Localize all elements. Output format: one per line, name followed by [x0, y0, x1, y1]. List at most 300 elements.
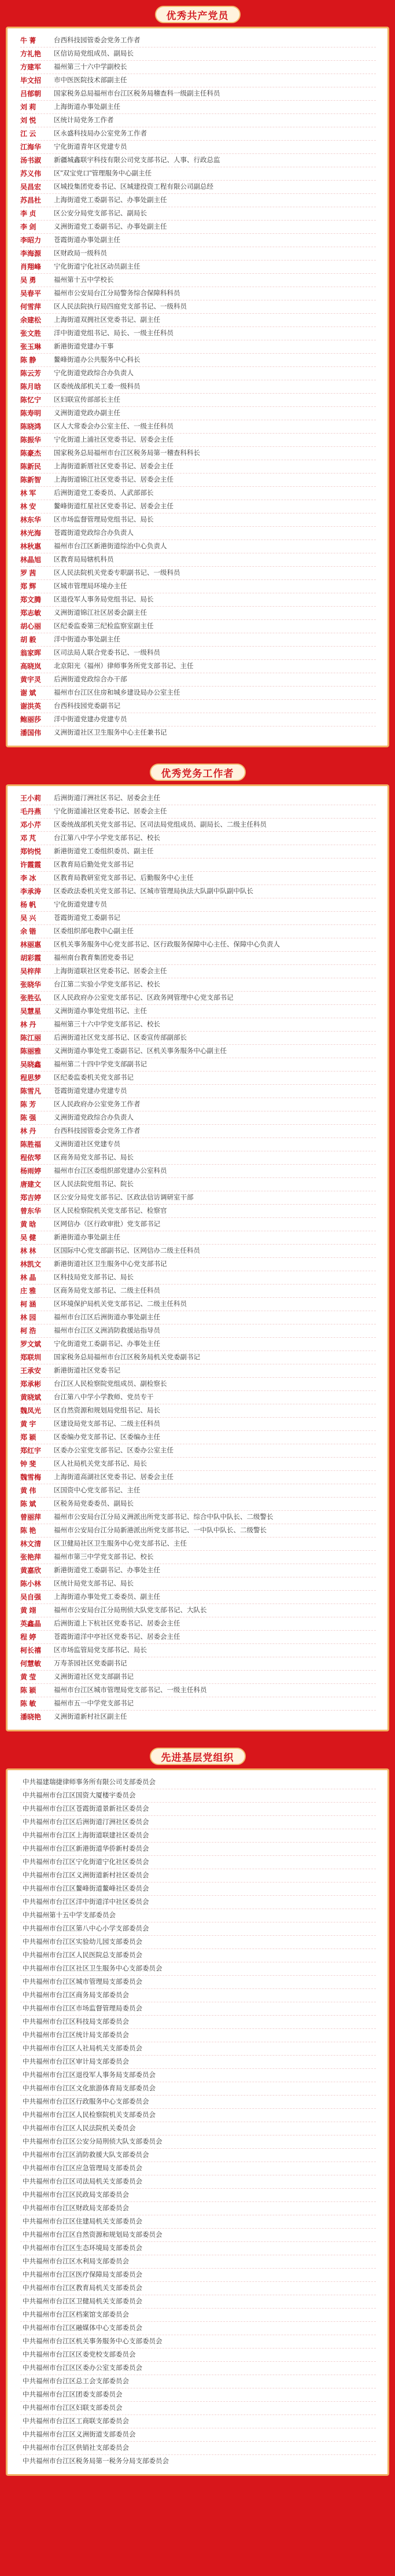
person-title: 台江第二实验小学党支部书记、校长 — [54, 981, 160, 988]
person-name: 李昭力 — [20, 236, 42, 244]
list-item — [20, 513, 376, 527]
person-title: 新港街道党建办干事 — [54, 343, 114, 350]
person-title: 区委办公室党支部书记、区委办公室主任 — [54, 1447, 173, 1454]
person-title: 上海街道锦江社区党委书记、居委会主任 — [54, 476, 173, 483]
list-item — [20, 2016, 376, 2029]
person-name: 谢 斌 — [20, 688, 36, 697]
person-name: 陈丽雅 — [20, 1047, 42, 1055]
person-name: 张晓华 — [20, 980, 42, 989]
organization-name: 中共福州市台江区国资大厦楼宇委员会 — [23, 1792, 136, 1799]
organization-name: 中共福州市台江区民政局支部委员会 — [23, 2191, 129, 2199]
person-name: 陈 斌 — [20, 1499, 36, 1508]
list-item — [20, 2229, 376, 2242]
organization-name: 中共福州市台江区融媒体中心支部委员会 — [23, 2324, 142, 2332]
person-name: 邓 芃 — [20, 834, 36, 842]
person-title: 上海街道联社区党委书记、居委会主任 — [54, 967, 167, 975]
person-name: 唐建文 — [20, 1180, 42, 1188]
organization-name: 中共福州市台江区医疗保障局支部委员会 — [23, 2271, 142, 2278]
list-item — [20, 2042, 376, 2056]
list-item — [20, 633, 376, 647]
person-name: 张玉琳 — [20, 342, 42, 351]
list-item — [20, 1484, 376, 1498]
list-item — [20, 1364, 376, 1378]
person-name: 郑联圳 — [20, 1353, 42, 1362]
list-item — [20, 1231, 376, 1245]
list-item — [20, 2269, 376, 2282]
person-title: 台西科技园管委会党务工作者 — [54, 1127, 141, 1135]
person-name: 李 冰 — [20, 874, 36, 882]
person-title: 北京阳光（福州）律师事务所党支部书记、主任 — [54, 662, 194, 670]
list-item — [20, 620, 376, 633]
list-item — [20, 141, 376, 154]
list-item — [20, 2029, 376, 2042]
person-title: 区统计局党支部书记、局长 — [54, 1580, 134, 1587]
person-name: 许霞霞 — [20, 860, 42, 869]
list-item — [20, 1896, 376, 1909]
person-name: 李 剑 — [20, 222, 36, 231]
list-item — [20, 925, 376, 938]
organization-name: 中共福州市台江区审计局支部委员会 — [23, 2058, 129, 2065]
person-name: 林 园 — [20, 1313, 36, 1322]
list-item — [20, 260, 376, 274]
person-title: 福州市公安局台江分局警务综合保障科科员 — [54, 289, 180, 297]
organization-name: 中共福州市台江区退役军人事务局支部委员会 — [23, 2071, 156, 2079]
list-item — [20, 2162, 376, 2175]
list-item — [20, 1989, 376, 2002]
list-item — [20, 1098, 376, 1111]
organization-name: 中共福州市台江区新港街道华侨新村委员会 — [23, 1845, 149, 1852]
section-title: 优秀党务工作者 — [150, 764, 246, 781]
organization-name: 中共福州市台江区上海街道联建社区委员会 — [23, 1832, 149, 1839]
person-name: 吕郁朝 — [20, 89, 42, 98]
person-name: 杨雨婷 — [20, 1166, 42, 1175]
person-name: 林 安 — [20, 502, 36, 511]
person-name: 程 婷 — [20, 1632, 36, 1641]
list-item — [20, 1856, 376, 1869]
person-name: 黄 宇 — [20, 1419, 36, 1428]
list-item — [20, 1338, 376, 1351]
list-item — [20, 87, 376, 101]
person-title: 区教育局教研室党支部书记、后勤服务中心主任 — [54, 874, 194, 882]
person-title: 区公安分局党支部书记、副局长 — [54, 210, 147, 217]
person-name: 陈新智 — [20, 475, 42, 484]
person-name: 林丽惠 — [20, 940, 42, 949]
person-name: 胡彩霞 — [20, 953, 42, 962]
person-name: 李承涛 — [20, 887, 42, 896]
person-name: 陈 敏 — [20, 1699, 36, 1708]
person-name: 肖翔峰 — [20, 262, 42, 271]
list-item — [20, 1324, 376, 1338]
list-item — [20, 593, 376, 607]
list-item — [20, 2388, 376, 2402]
list-item — [20, 912, 376, 925]
person-name: 黄晓斌 — [20, 1393, 42, 1401]
person-title: 福州市台江区城市管理局党支部书记、一级主任科员 — [54, 1686, 207, 1694]
list-item — [20, 1151, 376, 1165]
list-item — [20, 380, 376, 394]
list-item — [20, 567, 376, 580]
person-name: 胡 毅 — [20, 635, 36, 644]
person-name: 谢洪英 — [20, 702, 42, 710]
list-item — [20, 885, 376, 898]
list-item — [20, 327, 376, 340]
list-item — [20, 74, 376, 87]
person-title: 宁化街道青年区党建专员 — [54, 143, 127, 151]
list-item — [20, 367, 376, 380]
person-name: 柯 浩 — [20, 1326, 36, 1335]
list-item — [20, 1564, 376, 1577]
person-title: 区卫健局社区卫生服务中心党支部书记、主任 — [54, 1540, 187, 1547]
person-name: 方礼艳 — [20, 49, 42, 58]
person-name: 高晓岚 — [20, 662, 42, 670]
organization-name: 中共福州市台江区税务局第一税务分局支部委员会 — [23, 2458, 169, 2465]
person-name: 陈江丽 — [20, 1033, 42, 1042]
person-name: 陈 芳 — [20, 1100, 36, 1109]
person-name: 吴昌宏 — [20, 182, 42, 191]
list-item — [20, 607, 376, 620]
person-title: 区教育局局辖机科员 — [54, 556, 114, 563]
person-name: 林东华 — [20, 515, 42, 524]
person-title: 鳌峰街道办公共服务中心科长 — [54, 356, 141, 364]
person-title: 福州第十五中学校长 — [54, 276, 114, 284]
list-item — [20, 354, 376, 367]
person-title: 福州市台江区委组织部党建办公室科员 — [54, 1167, 167, 1175]
person-title: 区委编办党支部书记、区委编办主任 — [54, 1433, 160, 1441]
list-item — [20, 1657, 376, 1671]
person-name: 陈小林 — [20, 1579, 42, 1588]
person-name: 李 贞 — [20, 209, 36, 218]
organization-name: 中共福州市台江区市场监督管理局委员会 — [23, 2005, 142, 2012]
list-item — [20, 792, 376, 805]
person-title: 苍霞街道党工委副书记 — [54, 914, 120, 922]
list-item — [20, 527, 376, 540]
list-item — [20, 207, 376, 221]
list-item — [20, 2455, 376, 2468]
person-title: 区自然资源和规划局党组书记、局长 — [54, 1407, 160, 1414]
person-name: 黄 晗 — [20, 1220, 36, 1228]
person-title: 区人大常委会办公室主任、一级主任科员 — [54, 423, 173, 430]
list-item — [20, 938, 376, 952]
person-name: 罗 茜 — [20, 568, 36, 577]
person-name: 邓小芹 — [20, 820, 42, 829]
list-item — [20, 2109, 376, 2122]
organization-name: 中共福州市台江区工商联支部委员会 — [23, 2417, 129, 2425]
person-title: 区退役军人事务局党组书记、局长 — [54, 596, 154, 603]
organization-name: 中共福州市台江区公安分局刑侦大队支部委员会 — [23, 2138, 163, 2145]
person-title: 区永盛科技局办公室党务工作者 — [54, 130, 147, 137]
person-name: 黄宇灵 — [20, 675, 42, 684]
list-item — [20, 1218, 376, 1231]
list-item — [20, 819, 376, 832]
list-item — [20, 47, 376, 61]
person-name: 王小莉 — [20, 794, 42, 802]
person-name: 潘国伟 — [20, 729, 42, 737]
section-header — [6, 1744, 389, 1768]
list-item — [20, 1936, 376, 1949]
person-title: 福州南台教育集团党委书记 — [54, 954, 134, 962]
organization-name: 中共福建瑞捷律师事务所有限公司支部委员会 — [23, 1778, 156, 1786]
person-name: 黄 伟 — [20, 1486, 36, 1495]
person-name: 吴 勇 — [20, 276, 36, 284]
list-item — [20, 274, 376, 287]
person-name: 何雪萍 — [20, 302, 42, 311]
members-list — [8, 28, 387, 746]
list-item — [20, 1285, 376, 1298]
list-item — [20, 1511, 376, 1524]
person-title: 新港街道党工委副书记、办事处主任 — [54, 1566, 160, 1574]
person-name: 林晶旭 — [20, 555, 42, 564]
person-title: 洋中街道党组书记、局长、一级主任科员 — [54, 329, 173, 337]
person-title: 上海街道新厝社区党委书记、居委会主任 — [54, 463, 173, 470]
person-title: 洋中街道党建办党建专员 — [54, 715, 127, 723]
person-name: 陈振华 — [20, 435, 42, 444]
list-item — [20, 1431, 376, 1444]
person-title: 义洲街道党政办副主任 — [54, 409, 120, 417]
list-item — [20, 300, 376, 314]
organization-name: 中共福州市台江区第八中心小学支部委员会 — [23, 1925, 149, 1932]
person-title: 福州市第三中学党支部书记、校长 — [54, 1553, 154, 1561]
list-item — [20, 580, 376, 593]
list-item — [20, 154, 376, 167]
list-item — [20, 2242, 376, 2255]
list-item — [20, 660, 376, 673]
person-name: 陈月晗 — [20, 382, 42, 391]
person-title: 区环境保护局机关党支部书记、二级主任科员 — [54, 1300, 187, 1308]
organization-name: 中共福州市台江区消防救援大队支部委员会 — [23, 2151, 149, 2159]
list-item — [20, 992, 376, 1005]
list-item — [20, 1005, 376, 1018]
person-name: 曾东华 — [20, 1206, 42, 1215]
list-item — [20, 1111, 376, 1125]
list-item — [20, 34, 376, 47]
organization-name: 中共福州市台江区档案馆支部委员会 — [23, 2311, 129, 2318]
list-item — [20, 394, 376, 407]
list-item — [20, 2309, 376, 2322]
list-item — [20, 1922, 376, 1936]
list-item — [20, 2149, 376, 2162]
person-title: 宁化街道党建专员 — [54, 901, 107, 908]
person-name: 郑红宇 — [20, 1446, 42, 1455]
list-item — [20, 1843, 376, 1856]
person-title: 区委统战部机关工委一级科员 — [54, 383, 141, 390]
person-name: 吴 兴 — [20, 913, 36, 922]
organization-name: 中共福州市台江区人民医院总支部委员会 — [23, 1951, 142, 1959]
person-name: 吴自强 — [20, 1592, 42, 1601]
list-item — [20, 1205, 376, 1218]
person-title: 义洲街道党政综合办负责人 — [54, 1114, 134, 1121]
person-name: 吴慧星 — [20, 1007, 42, 1015]
person-title: 台江第八中学小学党支部书记、校长 — [54, 834, 160, 842]
person-title: 福州市台江区后洲街道办事处副主任 — [54, 1313, 160, 1321]
list-item — [20, 1418, 376, 1431]
person-title: 义洲街道社区卫生服务中心主任兼书记 — [54, 729, 167, 736]
list-item — [20, 194, 376, 207]
person-title: 区人民政府办公室党务工作者 — [54, 1100, 141, 1108]
person-name: 林 丹 — [20, 1126, 36, 1135]
person-name: 钟 斐 — [20, 1459, 36, 1468]
person-title: 义洲街道新村社区副主任 — [54, 1713, 127, 1720]
list-item — [20, 858, 376, 872]
person-name: 王承安 — [20, 1366, 42, 1375]
list-item — [20, 1976, 376, 1989]
list-item — [20, 1471, 376, 1484]
list-item — [20, 1711, 376, 1724]
organization-name: 中共福州市台江区宁化街道宁化社区委员会 — [23, 1858, 149, 1866]
person-title: 宁化街道党政综合办负责人 — [54, 369, 134, 377]
list-item — [20, 61, 376, 74]
list-item — [20, 713, 376, 726]
organization-name: 中共福州市台江区住建局机关支部委员会 — [23, 2218, 142, 2225]
person-name: 方建军 — [20, 63, 42, 71]
person-title: 区机关事务服务中心党支部书记、区行政服务保障中心主任、保障中心负责人 — [54, 941, 280, 948]
organization-name: 中共福州市台江区卫健局机关支部委员会 — [23, 2298, 142, 2305]
list-item — [20, 1776, 376, 1789]
person-title: 区教育局后勤处党支部书记 — [54, 861, 134, 868]
list-item — [20, 1498, 376, 1511]
person-title: 台西科技园党委副书记 — [54, 702, 120, 710]
person-title: 福州市公安局台江分局新港派出所党支部书记、一中队中队长、二级警长 — [54, 1526, 267, 1534]
list-item — [20, 1258, 376, 1271]
person-name: 庄 雅 — [20, 1286, 36, 1295]
person-title: 区商务局党支部书记、二级主任科员 — [54, 1287, 160, 1294]
list-item — [20, 247, 376, 260]
person-title: 宁化街道党工委副书记、办事处主任 — [54, 1340, 160, 1348]
list-item — [20, 832, 376, 845]
list-item — [20, 2295, 376, 2309]
organization-name: 中共福州第十五中学支部委员会 — [23, 1911, 116, 1919]
list-item — [20, 673, 376, 687]
list-item — [20, 540, 376, 553]
list-item — [20, 2135, 376, 2149]
person-title: 区人民法院党组书记、院长 — [54, 1180, 134, 1188]
list-item — [20, 805, 376, 819]
person-title: 区人民法院执行局四庭党支部书记、一级科员 — [54, 303, 187, 310]
person-name: 吴梓萍 — [20, 967, 42, 975]
list-item — [20, 872, 376, 885]
list-item — [20, 1178, 376, 1191]
person-title: 宁化街道上浦社区党委书记、居委会主任 — [54, 436, 173, 443]
list-item — [20, 2282, 376, 2295]
person-title: 区商务局党支部书记、局长 — [54, 1154, 134, 1161]
person-name: 江海华 — [20, 142, 42, 151]
person-name: 林 林 — [20, 1246, 36, 1255]
person-title: 福州市公安局台江分局刑侦大队党支部书记、大队长 — [54, 1606, 207, 1614]
person-title: 区人民检察院机关党支部书记、检察官 — [54, 1207, 167, 1214]
person-name: 林秋惠 — [20, 542, 42, 551]
person-name: 吴春平 — [20, 289, 42, 298]
list-item — [20, 1524, 376, 1537]
person-title: 苍霞街道党政综合办负责人 — [54, 529, 134, 537]
organization-name: 中共福州市台江区应急管理局支部委员会 — [23, 2164, 142, 2172]
list-item — [20, 1032, 376, 1045]
person-name: 吴晓鑫 — [20, 1060, 42, 1069]
list-item — [20, 167, 376, 181]
list-item — [20, 1298, 376, 1311]
person-title: 后洲街道党政综合办干部 — [54, 676, 127, 683]
person-name: 翁家晖 — [20, 648, 42, 657]
person-name: 陈忆宁 — [20, 395, 42, 404]
person-title: 后洲街道社区党支部书记、区委宣传部副部长 — [54, 1034, 187, 1041]
organization-name: 中共福州市台江区人社局机关支部委员会 — [23, 2045, 142, 2052]
person-title: 区妇联宣传部部长主任 — [54, 396, 120, 403]
person-title: 后洲街道党工委委员、人武部部长 — [54, 489, 154, 497]
list-item — [20, 474, 376, 487]
person-name: 郑志敏 — [20, 608, 42, 617]
list-item — [20, 460, 376, 474]
person-title: 福州市台江区住房和城乡建设局办公室主任 — [54, 689, 180, 696]
person-title: 上海街道双拥社区党委书记、副主任 — [54, 316, 160, 324]
person-name: 陈寿明 — [20, 409, 42, 417]
list-item — [20, 1311, 376, 1324]
list-item — [20, 1962, 376, 1976]
organization-name: 中共福州市台江区司法局机关支部委员会 — [23, 2178, 142, 2185]
list-item — [20, 2442, 376, 2455]
person-title: 区人民政府办公室党支部书记、区政务网管理中心党支部书记 — [54, 994, 234, 1001]
list-item — [20, 500, 376, 513]
list-item — [20, 1018, 376, 1032]
person-name: 陈云芳 — [20, 369, 42, 377]
person-title: 区城市管理局环境办主任 — [54, 582, 127, 590]
person-name: 魏雪梅 — [20, 1473, 42, 1481]
person-name: 郑 辉 — [20, 582, 36, 590]
list-item — [20, 1591, 376, 1604]
person-title: 洋中街道办事处副主任 — [54, 636, 120, 643]
person-title: 义洲街道党工委副书记、办事处副主任 — [54, 223, 167, 230]
person-title: 区网信办（区行政审批）党支部书记 — [54, 1220, 160, 1228]
person-title: 上海街道办事处副主任 — [54, 103, 120, 111]
person-name: 李海源 — [20, 249, 42, 258]
list-item — [20, 2189, 376, 2202]
list-item — [20, 2415, 376, 2428]
list-item — [20, 978, 376, 992]
organization-name: 中共福州市台江区人民检察院机关支部委员会 — [23, 2111, 156, 2119]
list-item — [20, 101, 376, 114]
person-name: 张艳萍 — [20, 1553, 42, 1561]
list-item — [20, 234, 376, 247]
list-item — [20, 2362, 376, 2375]
person-name: 张胜弘 — [20, 993, 42, 1002]
person-title: 区信访局党组成员、副局长 — [54, 50, 134, 57]
person-name: 何慧敏 — [20, 1659, 42, 1668]
person-title: 区委统战部机关党支部书记、区司法局党组成员、副局长、二级主任科员 — [54, 821, 267, 828]
list-item — [20, 1537, 376, 1551]
list-item — [20, 1551, 376, 1564]
list-item — [20, 487, 376, 500]
list-item — [20, 898, 376, 912]
organization-name: 中共福州市台江区区委办公室支部委员会 — [23, 2364, 142, 2372]
person-name: 牛 菁 — [20, 36, 36, 45]
person-name: 毕文招 — [20, 76, 42, 85]
spacer — [0, 747, 395, 760]
organization-name: 中共福州市台江区统计局支部委员会 — [23, 2031, 129, 2039]
spacer — [0, 1731, 395, 1744]
person-title: 新港街道党工委组织委员、副主任 — [54, 847, 154, 855]
person-name: 林 军 — [20, 489, 36, 497]
list-item — [20, 2322, 376, 2335]
person-name: 江 云 — [20, 129, 36, 138]
list-item — [20, 1684, 376, 1697]
list-item — [20, 1165, 376, 1178]
list-item — [20, 114, 376, 127]
organization-name: 中共福州市台江区义洲街道支部委员会 — [23, 2431, 136, 2438]
organization-name: 中共福州市台江区城市管理局支部委员会 — [23, 1978, 142, 1986]
list-item — [20, 2215, 376, 2229]
person-name: 程思梦 — [20, 1073, 42, 1082]
person-name: 罗文斌 — [20, 1340, 42, 1348]
organization-name: 中共福州市台江区义洲街道新村社区委员会 — [23, 1872, 149, 1879]
list-item — [20, 1245, 376, 1258]
person-title: 新疆城鑫联宇科技有限公司党支部书记、人事、行政总监 — [54, 156, 220, 164]
